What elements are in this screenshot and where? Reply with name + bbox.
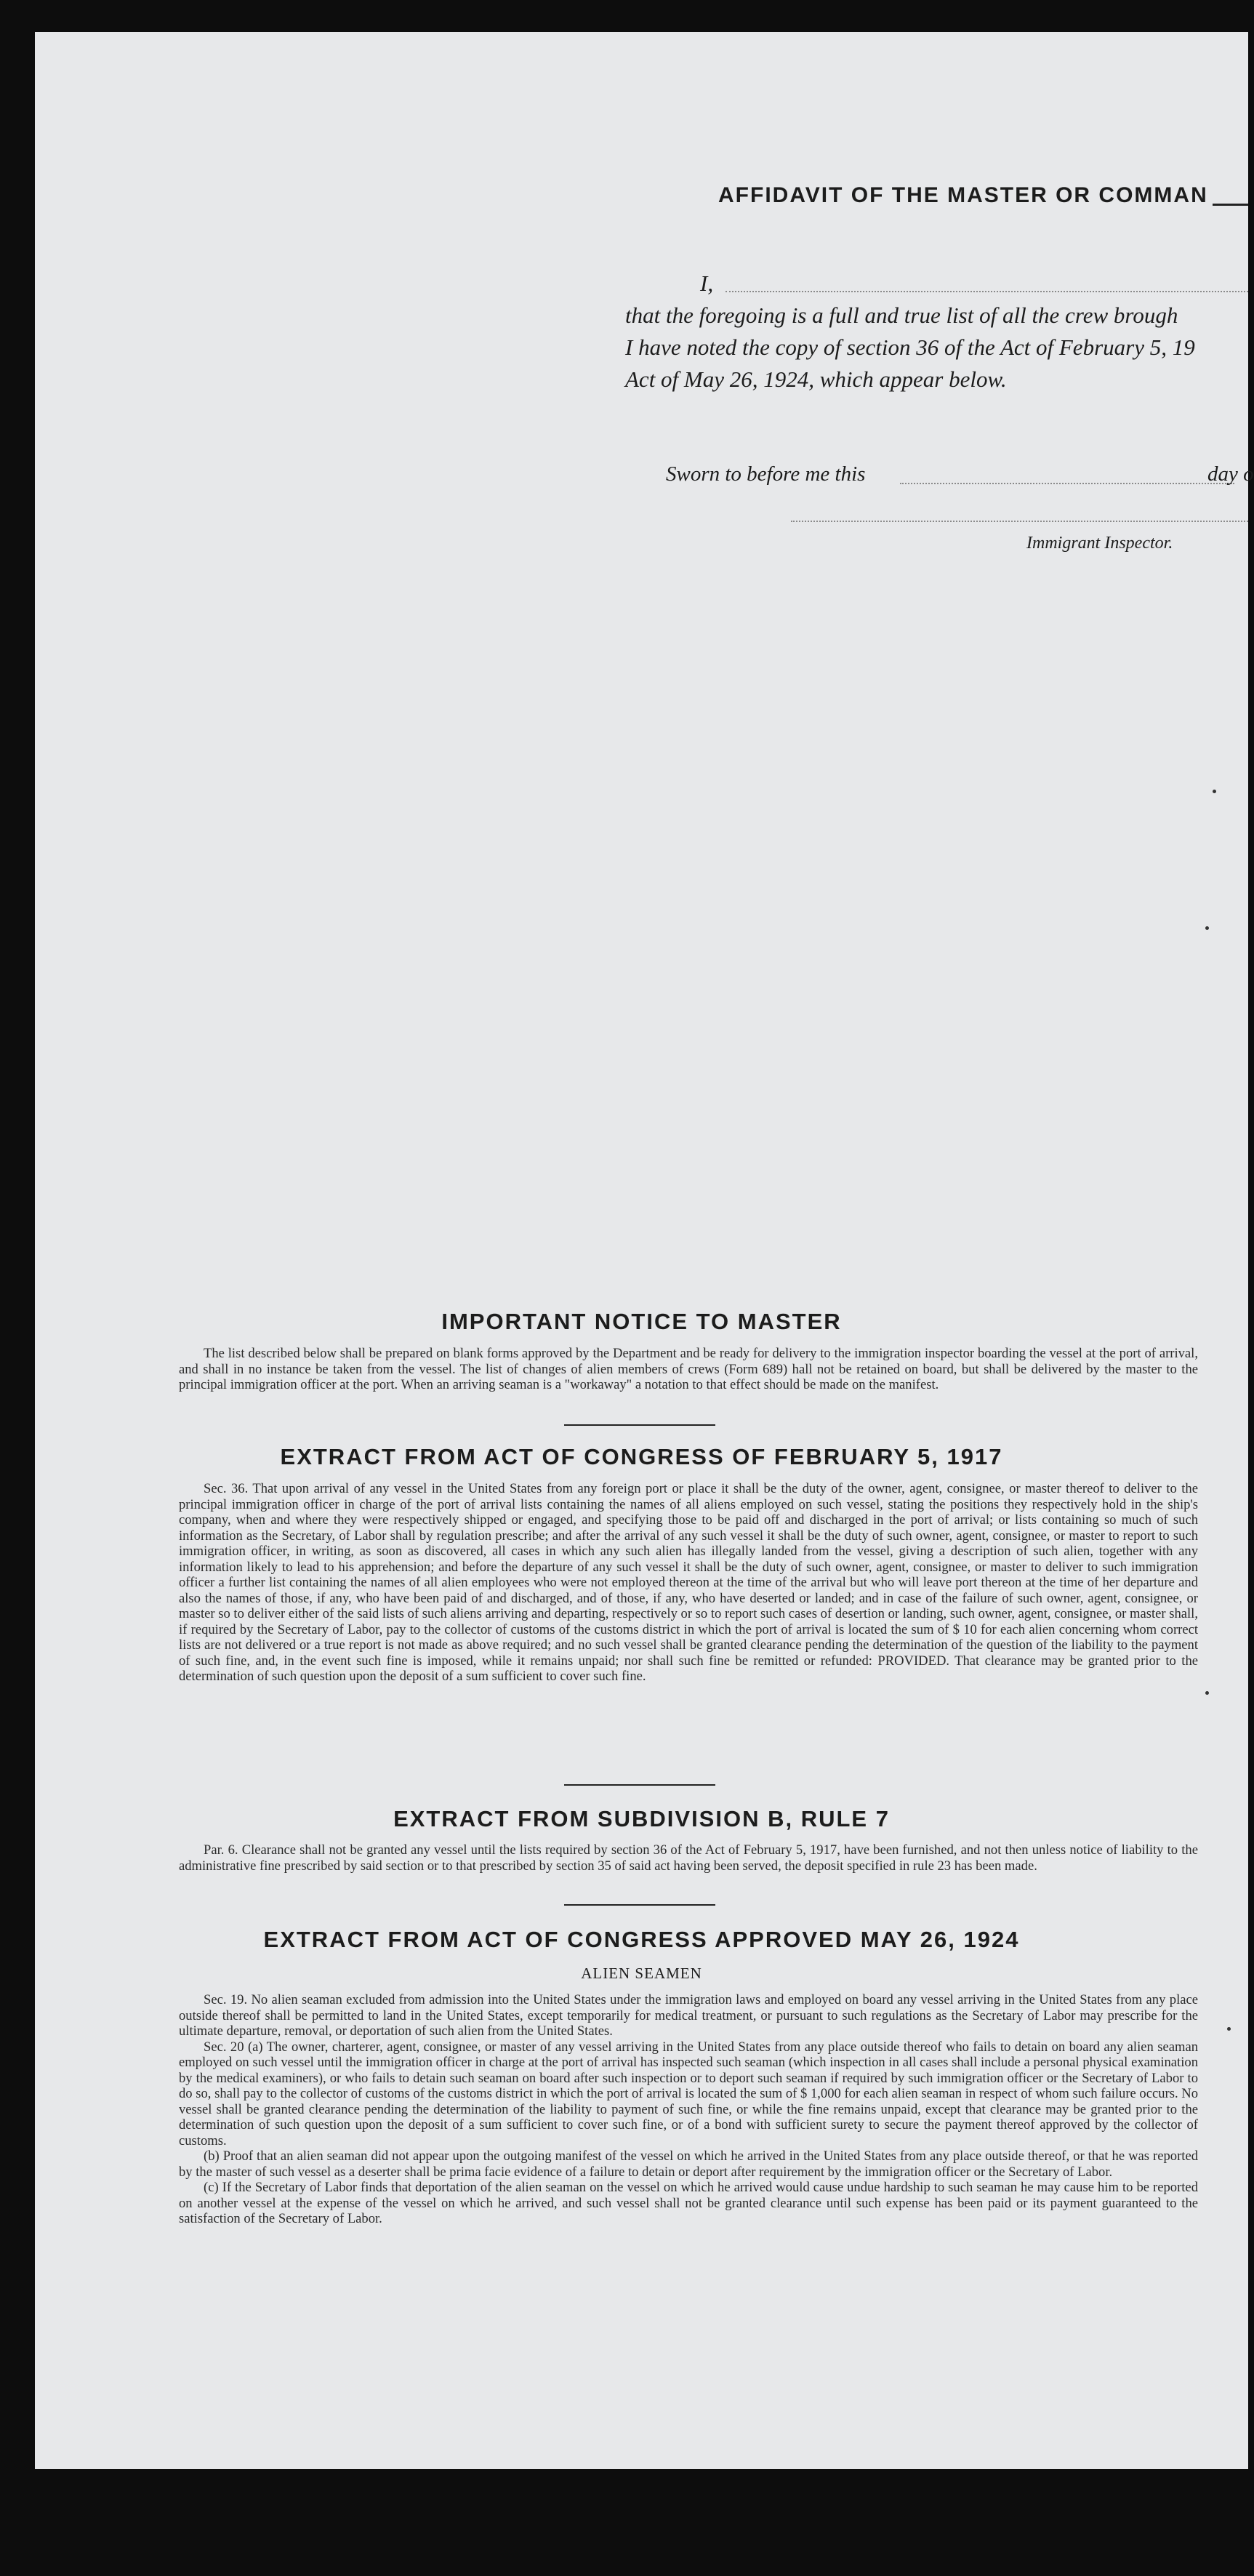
affidavit-line-3: I have noted the copy of section 36 of the Act of February 5, 19 xyxy=(625,334,1195,360)
act1924-heading: EXTRACT FROM ACT OF CONGRESS APPROVED MAY 26, 1924 xyxy=(263,1927,1020,1952)
act1924-paragraph: Sec. 20 (a) The owner, charterer, agent, consignee, or master of any vessel arriving in the United States from any place outside thereof who fails to detain on board any alien seaman employed on such vessel until the immigration officer in charge at the port of arrival has inspected such seaman (which inspection in all cases shall include a personal physical examination by the medical examiners), or who fails to detain such seaman on board after such inspection or to deport such seaman if required by such immigration officer or the Secretary of Labor to do so, shall pay to the collector of customs of the customs district in which the port of arrival is located the sum of $ 1,000 for each alien seaman in respect of whom such failure occurs. No vessel shall be granted clearance pending the determination of the liability to payment of such fine, or while the fine remains unpaid, except that clearance may be granted prior to the determination of such question upon the deposit of a sum sufficient to cover such fine, or of a bond with sufficient surety to secure the payment thereof approved by the collector of customs. xyxy=(179,2039,1198,2148)
rule7-paragraph: Par. 6. Clearance shall not be granted any vessel until the lists required by section 36 of the Act of February 5, 1917, have been furnished, and not then unless notice of liability to the administrative fine prescribed by said section or to that prescribed by section 35 of said act having been served, the deposit specified in rule 23 has been made. xyxy=(179,1842,1198,1874)
affidavit-line-2: that the foregoing is a full and true list of all the crew brough xyxy=(625,302,1178,328)
name-blank[interactable] xyxy=(726,291,1248,292)
separator xyxy=(564,1424,715,1426)
document-page xyxy=(35,32,1254,2469)
act1917-heading: EXTRACT FROM ACT OF CONGRESS OF FEBRUARY 5, 1917 xyxy=(280,1444,1003,1469)
act1924-paragraph: (c) If the Secretary of Labor finds that deportation of the alien seaman on the vessel on which he arrived would cause undue hardship to such seaman he may cause him to be reported on another vessel at the expense of the vessel on which he arrived, and such vessel shall not be granted clearance until such expense has been paid or its payment guaranteed to the satisfaction of the Secretary of Labor. xyxy=(179,2180,1198,2226)
title-rule xyxy=(1213,204,1248,206)
stray-mark xyxy=(1205,1691,1209,1695)
inspector-label: Immigrant Inspector. xyxy=(1026,534,1173,553)
sworn-text: Sworn to before me this xyxy=(666,462,866,486)
alien-seamen-subheading: ALIEN SEAMEN xyxy=(581,1965,702,1982)
notice-text xyxy=(179,1346,1198,1393)
stray-mark xyxy=(1227,2027,1231,2031)
affidavit-line-4: Act of May 26, 1924, which appear below. xyxy=(625,366,1007,392)
notice-heading: IMPORTANT NOTICE TO MASTER xyxy=(441,1309,842,1334)
act1917-text xyxy=(179,1481,1198,1685)
rule7-text xyxy=(179,1842,1198,1874)
notice-paragraph: The list described below shall be prepared on blank forms approved by the Department and be ready for delivery to the immigration inspector boarding the vessel at the port of arrival, and shall in no instance be taken from the vessel. The list of changes of alien members of crews (Form 689) hall not be retained on board, but shall be delivered by the master to the principal immigration officer at the port. When an arriving seaman is a "workaway" a notation to that effect should be made on the manifest. xyxy=(179,1346,1198,1392)
act1924-text xyxy=(179,1992,1198,2227)
signature-blank[interactable] xyxy=(791,521,1248,522)
separator xyxy=(564,1784,715,1786)
stray-mark xyxy=(1205,926,1209,930)
stray-mark xyxy=(1213,790,1216,793)
rule7-heading: EXTRACT FROM SUBDIVISION B, RULE 7 xyxy=(393,1806,890,1831)
date-blank[interactable] xyxy=(900,483,1234,484)
day-text: day o xyxy=(1207,462,1254,486)
act1924-paragraph: Sec. 19. No alien seaman excluded from admission into the United States under the immigration laws and employed on board any vessel arriving in the United States from any place outside thereof shall be permitted to land in the United States, except temporarily for medical treatment, or pursuant to such regulations as the Secretary of Labor may prescribe for the ultimate departure, removal, or deportation of such alien from the United States. xyxy=(179,1992,1198,2039)
affidavit-line-i: I, xyxy=(700,270,714,296)
act1917-paragraph: Sec. 36. That upon arrival of any vessel in the United States from any foreign port or place it shall be the duty of the owner, agent, consignee, or master thereof to deliver to the principal immigration officer in charge of the port of arrival lists containing the names of all aliens employed on such vessel, stating the positions they respectively hold in the ship's company, when and where they were respectively shipped or engaged, and specifying those to be paid off and discharged in the port of arrival; or lists containing so much of such information as the Secretary, of Labor shall by regulation prescribe; and after the arrival of any such vessel it shall be the duty of such owner, agent, consignee, or master to report to such immigration officer, in writing, as soon as discovered, all cases in which any such alien has illegally landed from the vessel, giving a description of such alien, together with any information likely to lead to his apprehension; and before the departure of any such vessel it shall be the duty of such owner, agent, consignee, or master to deliver to such immigration officer a further list containing the names of all alien employees who were not employed thereon at the time of the arrival but who will leave port thereon at the time of her departure and also the names of those, if any, who have been paid of and discharged, and of those, if any, who have deserted or landed; and in case of the failure of such owner, agent, consignee, or master so to deliver either of the said lists of such aliens arriving and departing, respectively or so to report such cases of desertion or landing, such owner, agent, consignee, or master shall, if required by the Secretary of Labor, pay to the collector of customs of the customs district in which the port of arrival is located the sum of $ 10 for each alien concerning whom correct lists are not delivered or a true report is not made as above required; and no such vessel shall be granted clearance pending the determination of the question of the liability to the payment of such fine, and, in the event such fine is imposed, while it remains unpaid; nor shall such fine be remitted or refunded: PROVIDED. That clearance may be granted prior to the determination of such question upon the deposit of a sum sufficient to cover such fine. xyxy=(179,1481,1198,1684)
act1924-paragraph: (b) Proof that an alien seaman did not appear upon the outgoing manifest of the vessel on which he arrived in the United States from any place outside thereof, or that he was reported by the master of such vessel as a deserter shall be prima facie evidence of a failure to detain or deport after requirement by the immigration officer or the Secretary of Labor. xyxy=(179,2148,1198,2180)
affidavit-title: AFFIDAVIT OF THE MASTER OR COMMAN xyxy=(718,183,1208,207)
separator xyxy=(564,1904,715,1906)
